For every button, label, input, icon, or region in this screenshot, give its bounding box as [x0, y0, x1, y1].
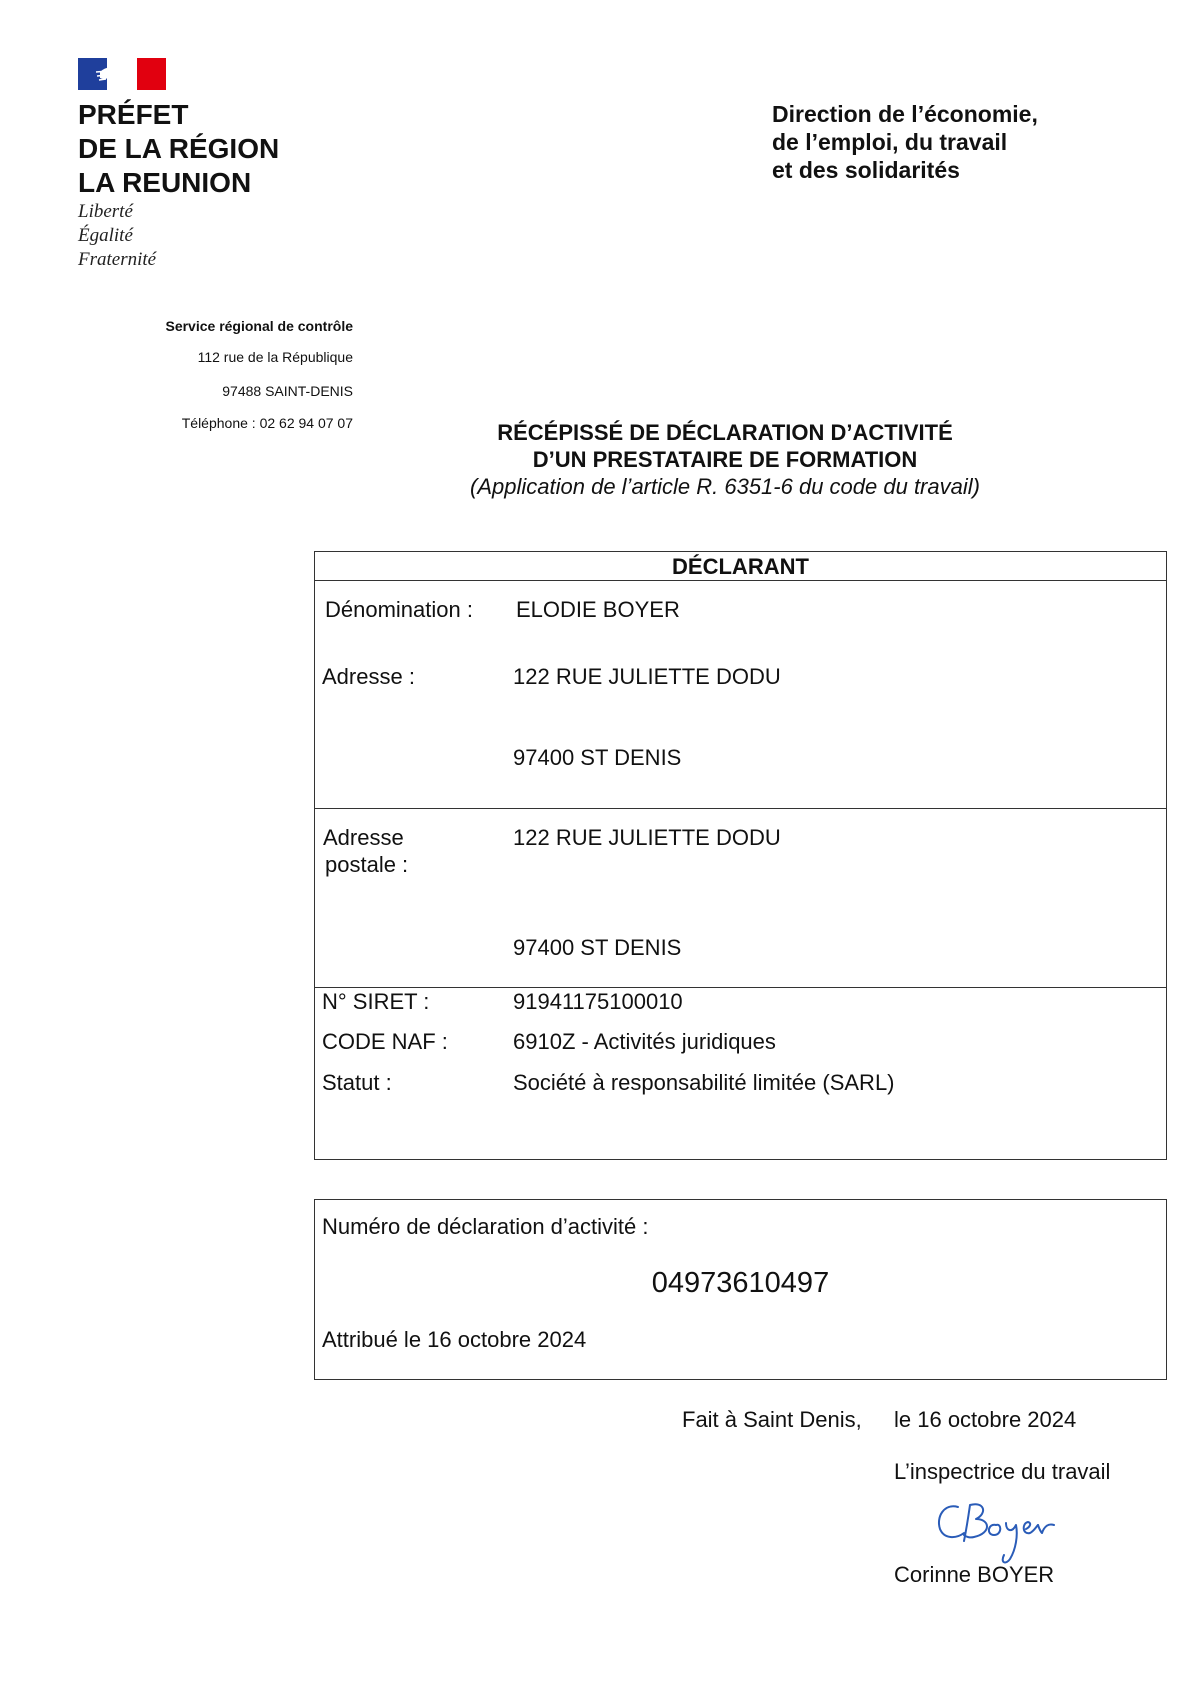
marianne-logo	[78, 58, 166, 90]
denomination-label: Dénomination :	[325, 597, 473, 622]
document-title-legal-reference: (Application de l’article R. 6351-6 du code du travail)	[470, 474, 980, 499]
devise-fraternite: Fraternité	[78, 249, 157, 270]
declarant-table	[314, 551, 1167, 1160]
fait-a-location: Fait à Saint Denis,	[682, 1407, 862, 1432]
naf-value: 6910Z - Activités juridiques	[513, 1029, 776, 1054]
document-title-line-2: D’UN PRESTATAIRE DE FORMATION	[532, 447, 918, 472]
prefet-line-3: LA REUNION	[78, 167, 252, 198]
signature-date: le 16 octobre 2024	[894, 1407, 1077, 1432]
service-phone: Téléphone : 02 62 94 07 07	[181, 415, 353, 431]
document-title-line-1: RÉCÉPISSÉ DE DÉCLARATION D’ACTIVITÉ	[497, 420, 953, 445]
naf-label: CODE NAF :	[322, 1029, 448, 1054]
siret-label: N° SIRET :	[322, 989, 430, 1014]
declaration-number-label: Numéro de déclaration d’activité :	[322, 1214, 649, 1239]
declaration-number: 04973610497	[651, 1267, 830, 1299]
service-city: 97488 SAINT-DENIS	[222, 383, 353, 399]
devise-egalite: Égalité	[78, 225, 133, 246]
adresse-postale-label-2: postale :	[325, 852, 409, 877]
direction-line-3: et des solidarités	[772, 157, 960, 183]
direction-line-2: de l’emploi, du travail	[772, 129, 1008, 155]
prefet-line-2: DE LA RÉGION	[78, 133, 280, 164]
statut-value: Société à responsabilité limitée (SARL)	[513, 1070, 895, 1095]
direction-line-1: Direction de l’économie,	[772, 101, 1038, 127]
declaration-attribution-date: Attribué le 16 octobre 2024	[322, 1327, 587, 1352]
devise-liberte: Liberté	[78, 201, 133, 222]
denomination-value: ELODIE BOYER	[516, 597, 680, 622]
declarant-heading: DÉCLARANT	[672, 554, 809, 579]
adresse-line-2: 97400 ST DENIS	[513, 745, 682, 770]
handwritten-signature	[930, 1497, 1065, 1569]
prefet-line-1: PRÉFET	[78, 99, 189, 130]
statut-label: Statut :	[322, 1070, 392, 1095]
adresse-label: Adresse :	[322, 664, 415, 689]
siret-value: 91941175100010	[513, 989, 683, 1014]
declarant-address-divider	[314, 808, 1167, 809]
adresse-postale-label-1: Adresse	[323, 825, 404, 850]
service-name: Service régional de contrôle	[165, 318, 353, 334]
adresse-postale-line-1: 122 RUE JULIETTE DODU	[513, 825, 781, 850]
declarant-postal-divider	[314, 987, 1167, 988]
adresse-postale-line-2: 97400 ST DENIS	[513, 935, 682, 960]
service-street: 112 rue de la République	[197, 349, 353, 365]
signatory-name: Corinne BOYER	[894, 1562, 1055, 1587]
declarant-heading-divider	[314, 580, 1167, 581]
adresse-line-1: 122 RUE JULIETTE DODU	[513, 664, 781, 689]
signatory-role: L’inspectrice du travail	[894, 1459, 1111, 1484]
